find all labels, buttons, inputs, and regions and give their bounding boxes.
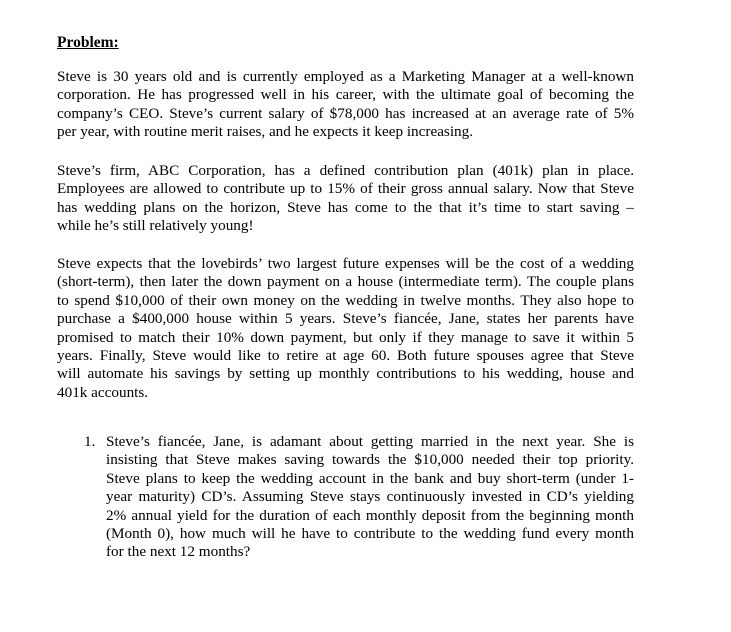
text-line: years. Finally, Steve would like to retire at age 60. Both future spouses agree that Steve: [57, 346, 634, 364]
text-line: Steve plans to keep the wedding account in the bank and buy short-term (under 1-: [106, 469, 634, 487]
text-line: insisting that Steve makes saving towards the $10,000 needed their top priority.: [106, 451, 634, 469]
question-text: [106, 433, 634, 562]
text-line: Employees are allowed to contribute up to 15% of their gross annual salary. Now that Steve: [57, 180, 634, 198]
paragraph-401k-plan: [57, 162, 634, 236]
text-line: Steve’s fiancée, Jane, is adamant about getting married in the next year. She is: [106, 433, 634, 450]
text-line: (short-term), then later the down payment on a house (intermediate term). The couple plans: [57, 273, 634, 291]
problem-heading: Problem:: [57, 34, 119, 51]
text-line: will automate his savings by setting up monthly contributions to his wedding, house and: [57, 365, 634, 383]
text-line: Steve is 30 years old and is currently employed as a Marketing Manager at a well-known: [57, 68, 634, 85]
paragraph-background: [57, 68, 634, 142]
text-line: year maturity) CD’s. Assuming Steve stays continuously invested in CD’s yielding: [106, 488, 634, 506]
text-line: 2% annual yield for the duration of each monthly deposit from the beginning month: [106, 506, 634, 524]
question-number: 1.: [84, 433, 96, 450]
text-line: per year, with routine merit raises, and he expects it keep increasing.: [57, 123, 474, 141]
text-line: company’s CEO. Steve’s current salary of $78,000 has increased at an average rate of 5%: [57, 104, 634, 122]
text-line: 401k accounts.: [57, 383, 149, 401]
text-line: Steve’s firm, ABC Corporation, has a defined contribution plan (401k) plan in place.: [57, 162, 634, 179]
text-line: for the next 12 months?: [106, 543, 251, 561]
text-line: while he’s still relatively young!: [57, 217, 254, 235]
text-line: Steve expects that the lovebirds’ two largest future expenses will be the cost of a wedding: [57, 255, 634, 272]
paragraph-expenses: [57, 255, 634, 402]
text-line: has wedding plans on the horizon, Steve has come to the that it’s time to start saving –: [57, 198, 634, 216]
text-line: (Month 0), how much will he have to contribute to the wedding fund every month: [106, 524, 634, 542]
text-line: purchase a $400,000 house within 5 years. Steve’s fiancée, Jane, states her parents have: [57, 310, 634, 328]
text-line: to spend $10,000 of their own money on the wedding in twelve months. They also hope to: [57, 291, 634, 309]
text-line: promised to match their 10% down payment, but only if they manage to save it within 5: [57, 328, 634, 346]
text-line: corporation. He has progressed well in his career, with the ultimate goal of becoming the: [57, 86, 634, 104]
